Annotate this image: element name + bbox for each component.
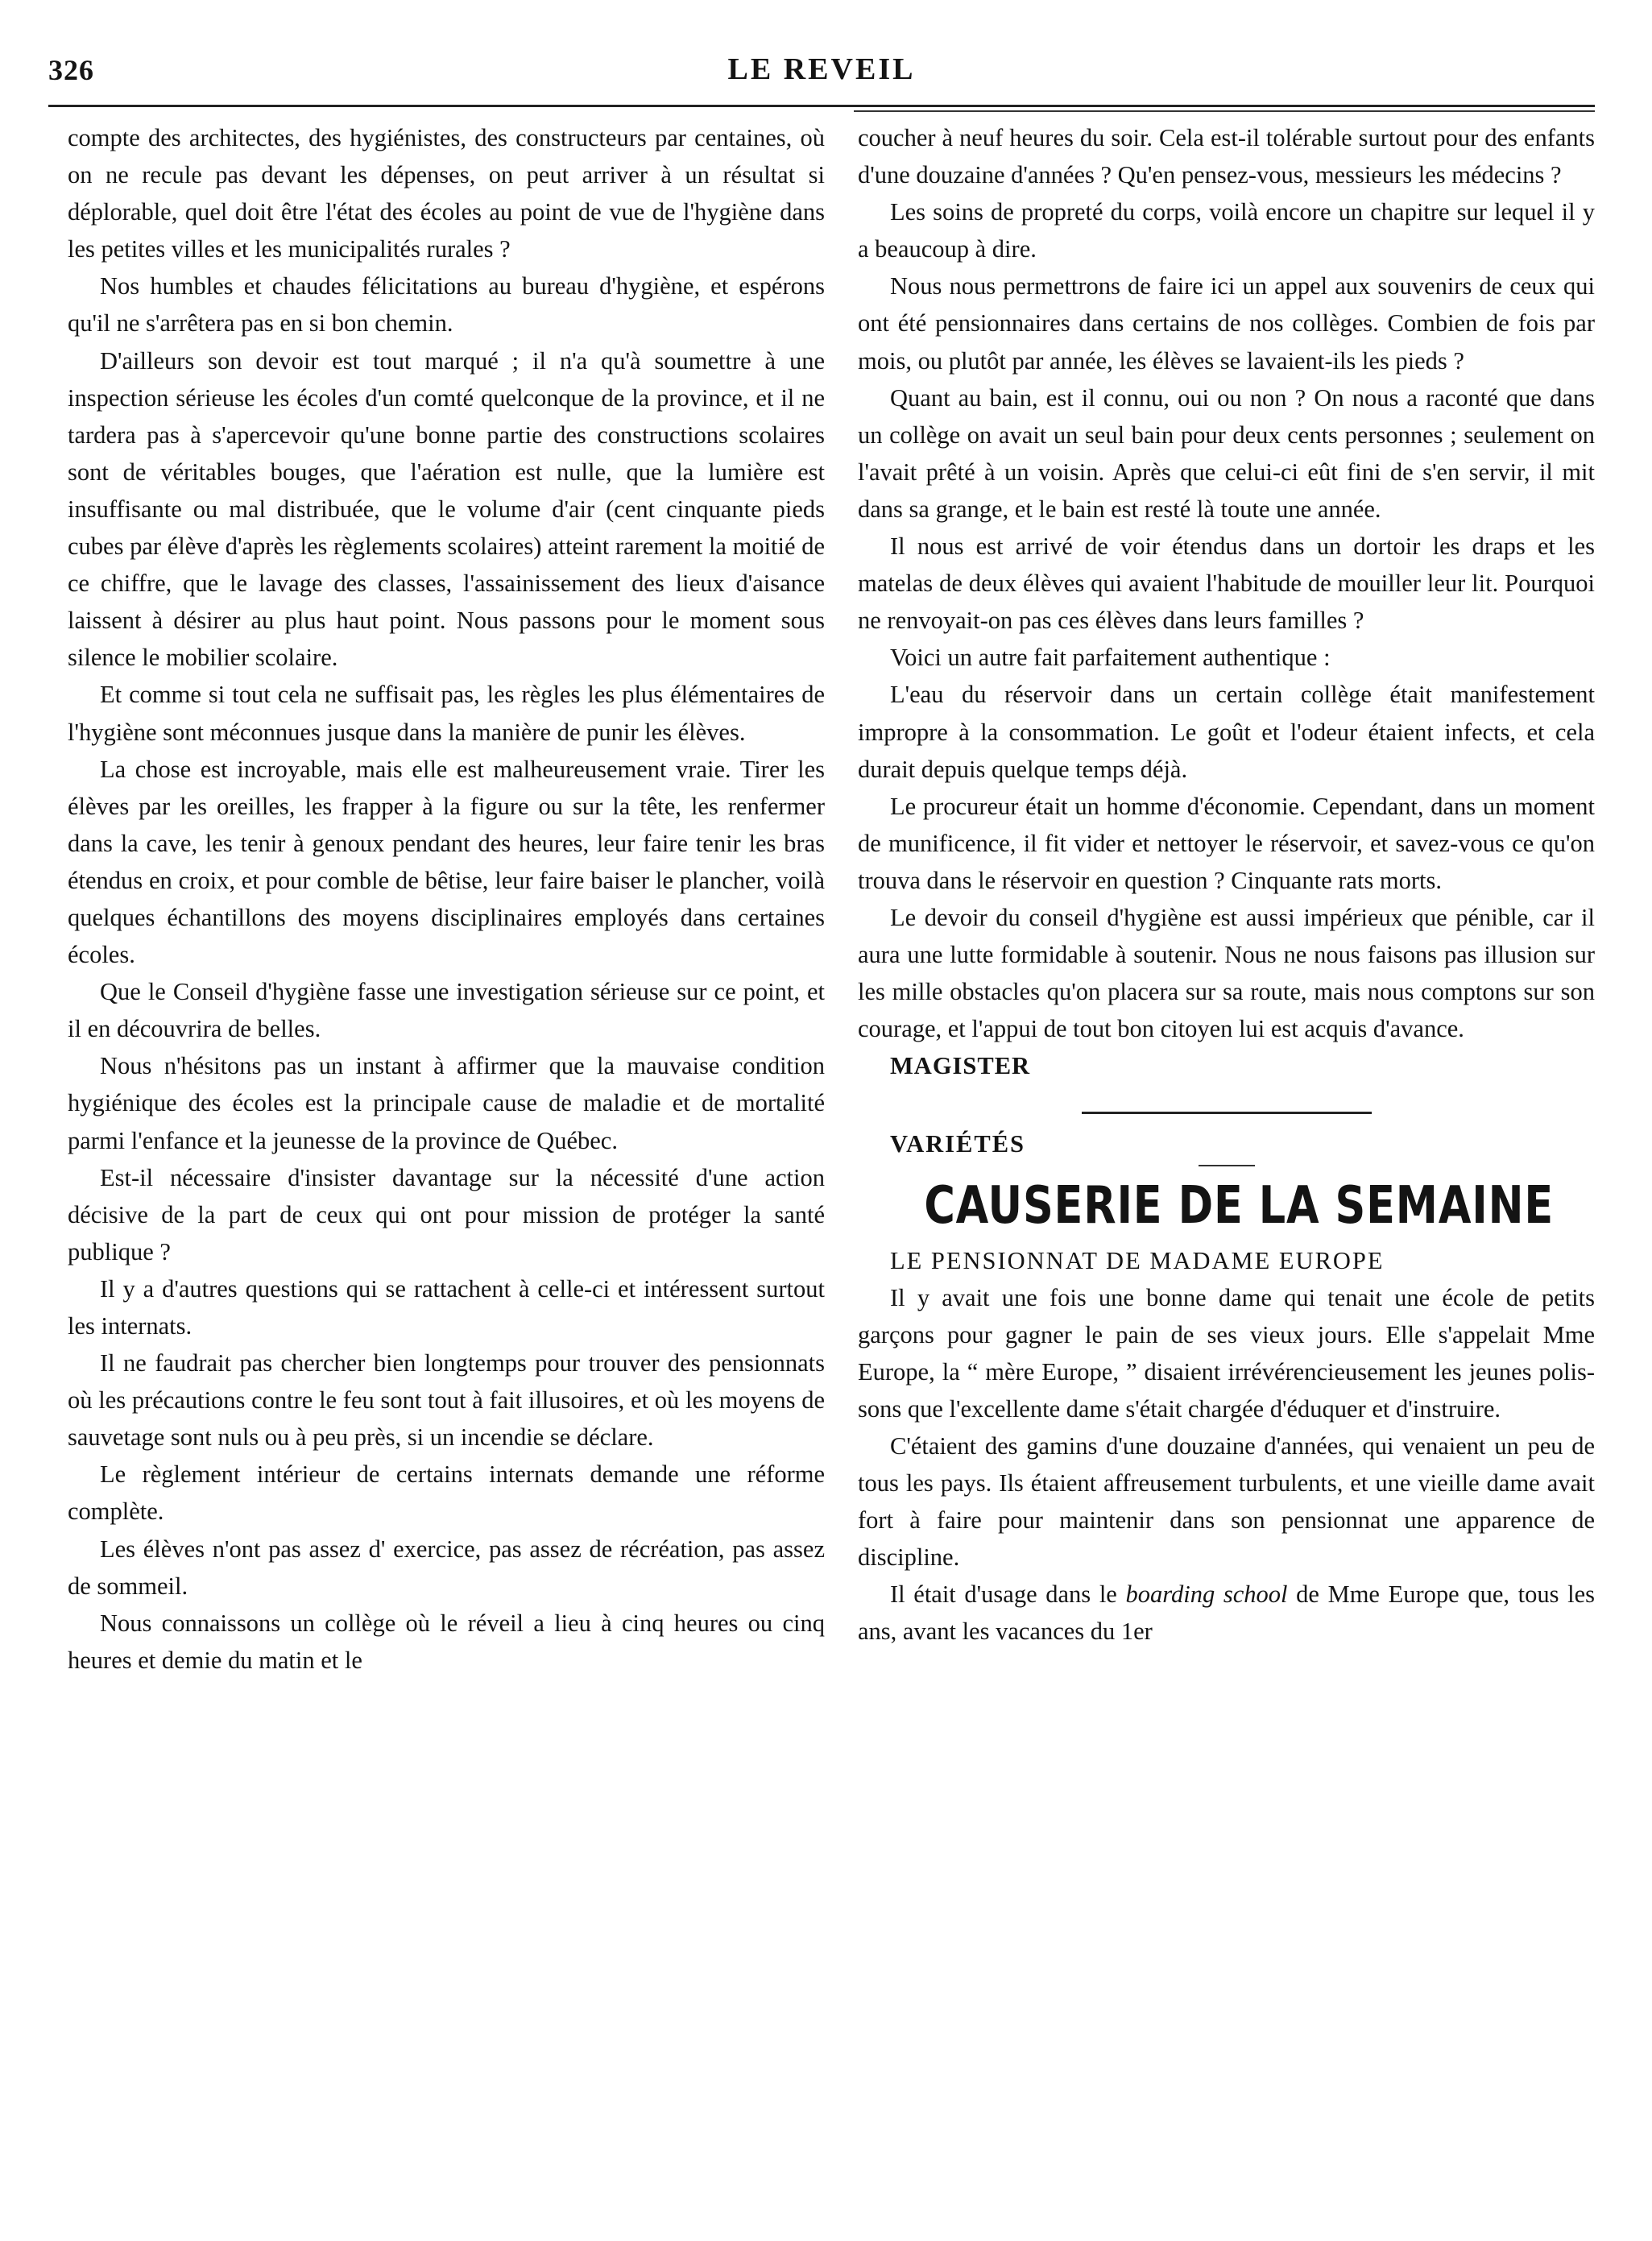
section-label: VARIÉTÉS bbox=[890, 1130, 1026, 1158]
paragraph: Les élèves n'ont pas assez d' exercice, pas assez de récréation, pas assez de sommeil. bbox=[68, 1535, 825, 1600]
text-run: Il était d'usage dans le bbox=[890, 1580, 1126, 1609]
paragraph: Nous nous permettrons de faire ici un appel aux souvenirs de ceux qui ont été pensionnaires dans certains de nos collèges. Combien de fois par mois, ou plutôt par année, les élèves se lavaient-ils les pieds ? bbox=[858, 272, 1595, 375]
paragraph-last bbox=[858, 1576, 1595, 1650]
header-rule-secondary bbox=[854, 110, 1595, 112]
left-column bbox=[68, 119, 825, 1679]
paragraph: compte des architectes, des hygiénistes, des constructeurs par centaines, où on ne recule pas devant les dépenses, on peut arriver à un résultat si déplorable, quel doit être l'état des écoles au point de vue de l'hygiène dans les petites villes et les municipalités rurales ? bbox=[68, 124, 825, 263]
paragraph: Il nous est arrivé de voir étendus dans un dortoir les draps et les matelas de deux élèves qui avaient l'habitude de mouiller leur lit. Pourquoi ne renvoyait-on pas ces élèves dans leurs familles ? bbox=[858, 532, 1595, 635]
paragraph: coucher à neuf heures du soir. Cela est-il tolérable surtout pour des enfants d'une douzaine d'années ? Qu'en pensez-vous, messieurs les médecins ? bbox=[858, 124, 1595, 189]
right-column bbox=[858, 119, 1595, 1651]
paragraph: Il ne faudrait pas chercher bien longtemps pour trouver des pensionnats où les précautions contre le feu sont tout à fait illusoires, et où les moyens de sauvetage sont nuls ou à peu près, si un incendie se déclare. bbox=[68, 1349, 825, 1452]
article-subtitle: LE PENSIONNAT DE MADAME EUROPE bbox=[890, 1246, 1385, 1274]
header-rule bbox=[48, 105, 1595, 107]
paragraph: D'ailleurs son devoir est tout marqué ; il n'a qu'à soumettre à une inspection sérieuse les écoles d'un comté quelconque de la province, et il ne tardera pas à s'apercevoir qu'une bonne partie des constructions scolaires sont de véritables bouges, que l'aération est nulle, que la lumière est insuffisante ou mal distribuée, que le volume d'air (cent cinquante pieds cubes par élève d'après les règlements scolaires) atteint rarement la moitié de ce chiffre, que le lavage des classes, l'assainissement des lieux d'aisance laissent à désirer au plus haut point. Nous passons pour le moment sous silence le mobilier scolaire. bbox=[68, 346, 825, 672]
page-header bbox=[48, 47, 1595, 95]
paragraph: Le procureur était un homme d'économie. Cependant, dans un moment de munificence, il fit vider et nettoyer le réservoir, et savez-vous ce qu'on trouva dans le réservoir en question ? Cinquante rats morts. bbox=[858, 792, 1595, 894]
paragraph: Que le Conseil d'hygiène fasse une investigation sérieuse sur ce point, et il en découvrira de belles. bbox=[68, 978, 825, 1043]
paragraph: La chose est incroyable, mais elle est malheureusement vraie. Tirer les élèves par les oreilles, les frapper à la figure ou sur la tête, les renfermer dans la cave, les tenir à genoux pendant des heures, leur faire tenir les bras étendus en croix, et pour comble de bêtise, leur faire baiser le plancher, voilà quelques échantillons des moyens disciplinaires employés dans certaines écoles. bbox=[68, 755, 825, 969]
page-number: 326 bbox=[48, 54, 94, 86]
paragraph: Voici un autre fait parfaitement authentique : bbox=[890, 644, 1331, 672]
paragraph: Il y avait une fois une bonne dame qui tenait une école de petits garçons pour gagner le pain de ses vieux jours. Elle s'appelait Mme Europe, la “ mère Europe, ” disaient irrévérencieusement les jeunes polissons que l'excellente dame s'était chargée d'éduquer et d'instruire. bbox=[858, 1283, 1595, 1423]
author-signature: MAGISTER bbox=[890, 1052, 1031, 1080]
paragraph: Le devoir du conseil d'hygiène est aussi impérieux que pénible, car il aura une lutte formidable à soutenir. Nous ne nous faisons pas illusion sur les mille obstacles qu'on placera sur sa route, mais nous comptons sur son courage, et l'appui de tout bon citoyen lui est acquis d'avance. bbox=[858, 903, 1595, 1043]
text-run: de Mme Europe que, tous les ans, avant les vacances du 1er bbox=[858, 1580, 1596, 1646]
paragraph: Et comme si tout cela ne suffisait pas, les règles les plus élémentaires de l'hygiène sont méconnues jusque dans la manière de punir les élèves. bbox=[68, 681, 825, 746]
italic-term: boarding school bbox=[1125, 1580, 1288, 1609]
section-label-underline bbox=[1199, 1165, 1255, 1166]
paragraph: C'étaient des gamins d'une douzaine d'années, qui venaient un peu de tous les pays. Ils étaient affreusement turbulents, et une vieille dame avait fort à faire pour maintenir dans son pensionnat une apparence de discipline. bbox=[858, 1432, 1595, 1572]
paragraph: Nos humbles et chaudes félicitations au bureau d'hygiène, et espérons qu'il ne s'arrêtera pas en si bon chemin. bbox=[68, 272, 825, 338]
article-title: CAUSERIE DE LA SEMAINE bbox=[924, 1175, 1555, 1236]
paragraph: Les soins de propreté du corps, voilà encore un chapitre sur lequel il y a beaucoup à dire. bbox=[858, 198, 1595, 263]
paragraph: Il y a d'autres questions qui se rattachent à celle-ci et intéressent surtout les internats. bbox=[68, 1274, 825, 1340]
paragraph: Nous n'hésitons pas un instant à affirmer que la mauvaise condition hygiénique des écoles est la principale cause de maladie et de mortalité parmi l'enfance et la jeunesse de la province de Québec. bbox=[68, 1052, 825, 1154]
paragraph: Est-il nécessaire d'insister davantage sur la nécessité d'une action décisive de la part de ceux qui ont pour mission de protéger la santé publique ? bbox=[68, 1163, 825, 1265]
paragraph: Nous connaissons un collège où le réveil a lieu à cinq heures ou cinq heures et demie du matin et le bbox=[68, 1609, 825, 1674]
paragraph: Quant au bain, est il connu, oui ou non ? On nous a raconté que dans un collège on avait un seul bain pour deux cents personnes ; seulement on l'avait prêté à un voisin. Après que celui-ci eût fini de s'en servir, il mit dans sa grange, et le bain est resté là toute une année. bbox=[858, 383, 1595, 523]
paragraph: L'eau du réservoir dans un certain collège était manifestement impropre à la consommation. Le goût et l'odeur étaient infects, et cela durait depuis quelque temps déjà. bbox=[858, 681, 1595, 783]
section-separator bbox=[1082, 1112, 1372, 1114]
paragraph: Le règlement intérieur de certains internats demande une réforme complète. bbox=[68, 1460, 825, 1526]
running-title: LE REVEIL bbox=[727, 52, 916, 86]
